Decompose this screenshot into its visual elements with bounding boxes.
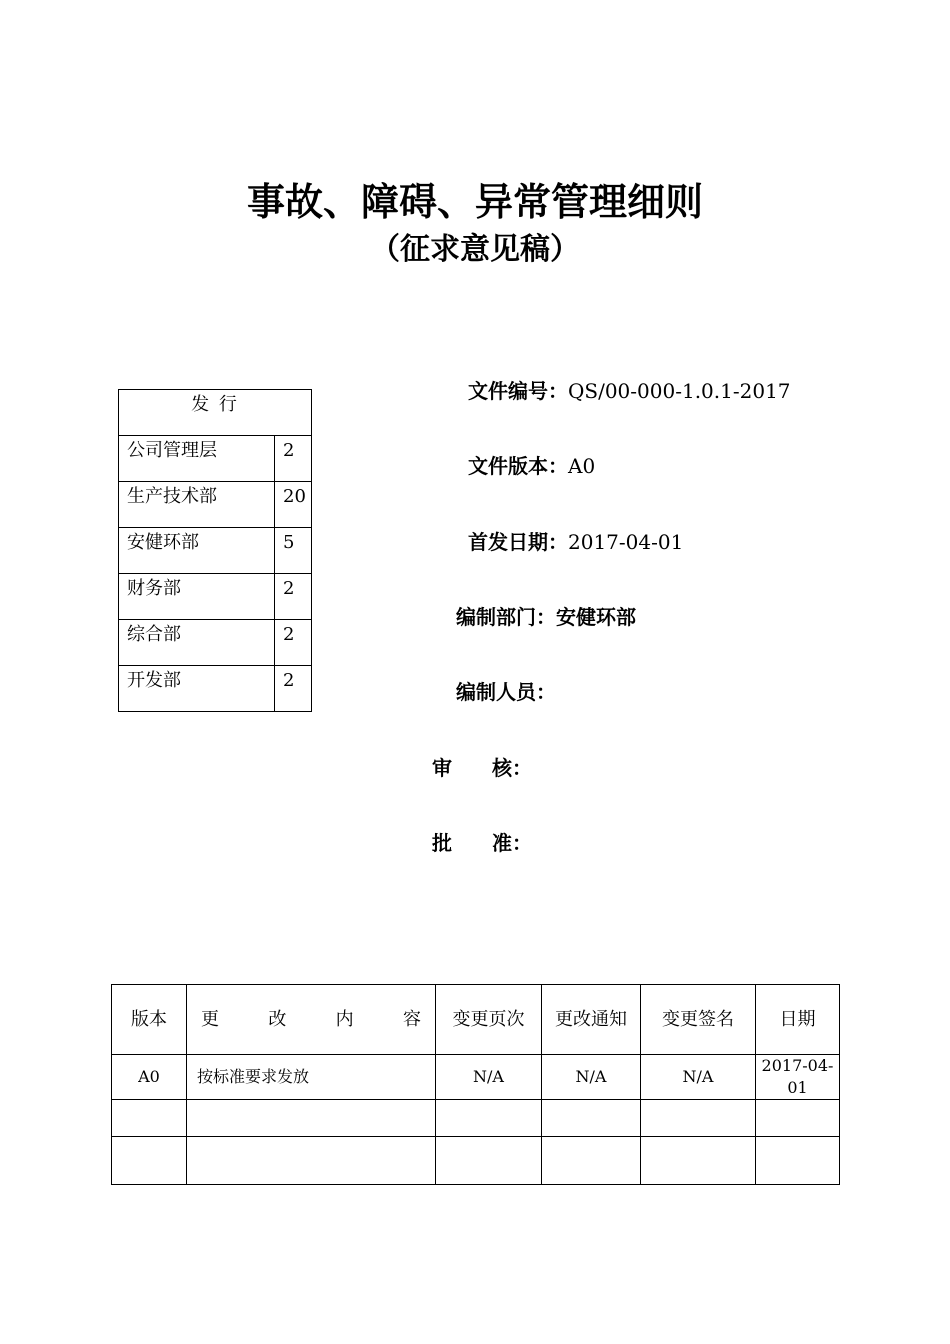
table-row	[119, 666, 312, 712]
empty-cell	[542, 1100, 641, 1137]
table-row	[119, 574, 312, 620]
empty-cell	[641, 1137, 756, 1185]
doc-version-line	[468, 453, 595, 479]
doc-version-label: 文件版本：	[468, 454, 568, 478]
table-row	[119, 528, 312, 574]
dept-line	[456, 604, 636, 630]
empty-cell	[641, 1100, 756, 1137]
issue-date-line	[468, 529, 683, 555]
count-cell: 2	[275, 620, 312, 666]
notice-cell: N/A	[542, 1055, 641, 1100]
sign-cell: N/A	[641, 1055, 756, 1100]
dept-cell: 财务部	[119, 574, 275, 620]
dept-cell: 开发部	[119, 666, 275, 712]
empty-cell	[756, 1100, 840, 1137]
doc-number-value: QS/00-000-1.0.1-2017	[568, 379, 791, 403]
table-header-row	[112, 985, 840, 1055]
dept-cell: 安健环部	[119, 528, 275, 574]
revision-table	[111, 984, 840, 1185]
header-cell: 更改通知	[542, 985, 641, 1055]
empty-cell	[112, 1100, 187, 1137]
count-cell: 2	[275, 436, 312, 482]
empty-cell	[436, 1137, 542, 1185]
header-cell: 版本	[112, 985, 187, 1055]
review-label: 审 核：	[432, 756, 532, 780]
distribution-header: 发 行	[119, 390, 312, 436]
document-title: 事故、障碍、异常管理细则	[246, 179, 703, 224]
dept-value: 安健环部	[556, 605, 636, 629]
date-cell: 2017-04-01	[756, 1055, 840, 1100]
count-cell: 20	[275, 482, 312, 528]
table-row	[119, 436, 312, 482]
empty-cell	[756, 1137, 840, 1185]
empty-cell	[187, 1137, 436, 1185]
review-line	[432, 755, 532, 781]
table-row	[112, 1100, 840, 1137]
doc-version-value: A0	[568, 454, 596, 478]
empty-cell	[112, 1137, 187, 1185]
author-label: 编制人员：	[456, 680, 556, 704]
doc-number-line	[468, 378, 791, 404]
empty-cell	[436, 1100, 542, 1137]
table-row	[119, 482, 312, 528]
count-cell: 5	[275, 528, 312, 574]
doc-number-label: 文件编号：	[468, 379, 568, 403]
dept-label: 编制部门：	[456, 605, 556, 629]
author-line	[456, 679, 556, 705]
dept-cell: 公司管理层	[119, 436, 275, 482]
count-cell: 2	[275, 574, 312, 620]
approve-line	[432, 830, 532, 856]
count-cell: 2	[275, 666, 312, 712]
page-cell: N/A	[436, 1055, 542, 1100]
header-cell: 变更签名	[641, 985, 756, 1055]
dept-cell: 综合部	[119, 620, 275, 666]
header-cell: 更改内容	[187, 985, 436, 1055]
content-cell: 按标准要求发放	[187, 1055, 436, 1100]
table-row	[119, 620, 312, 666]
table-row	[112, 1137, 840, 1185]
version-cell: A0	[112, 1055, 187, 1100]
empty-cell	[542, 1137, 641, 1185]
issue-date-value: 2017-04-01	[568, 530, 684, 554]
dept-cell: 生产技术部	[119, 482, 275, 528]
table-row	[112, 1055, 840, 1100]
issue-date-label: 首发日期：	[468, 530, 568, 554]
header-cell: 日期	[756, 985, 840, 1055]
document-subtitle: （征求意见稿）	[370, 232, 580, 267]
empty-cell	[187, 1100, 436, 1137]
approve-label: 批 准：	[432, 831, 532, 855]
header-cell: 变更页次	[436, 985, 542, 1055]
distribution-table	[118, 389, 312, 712]
